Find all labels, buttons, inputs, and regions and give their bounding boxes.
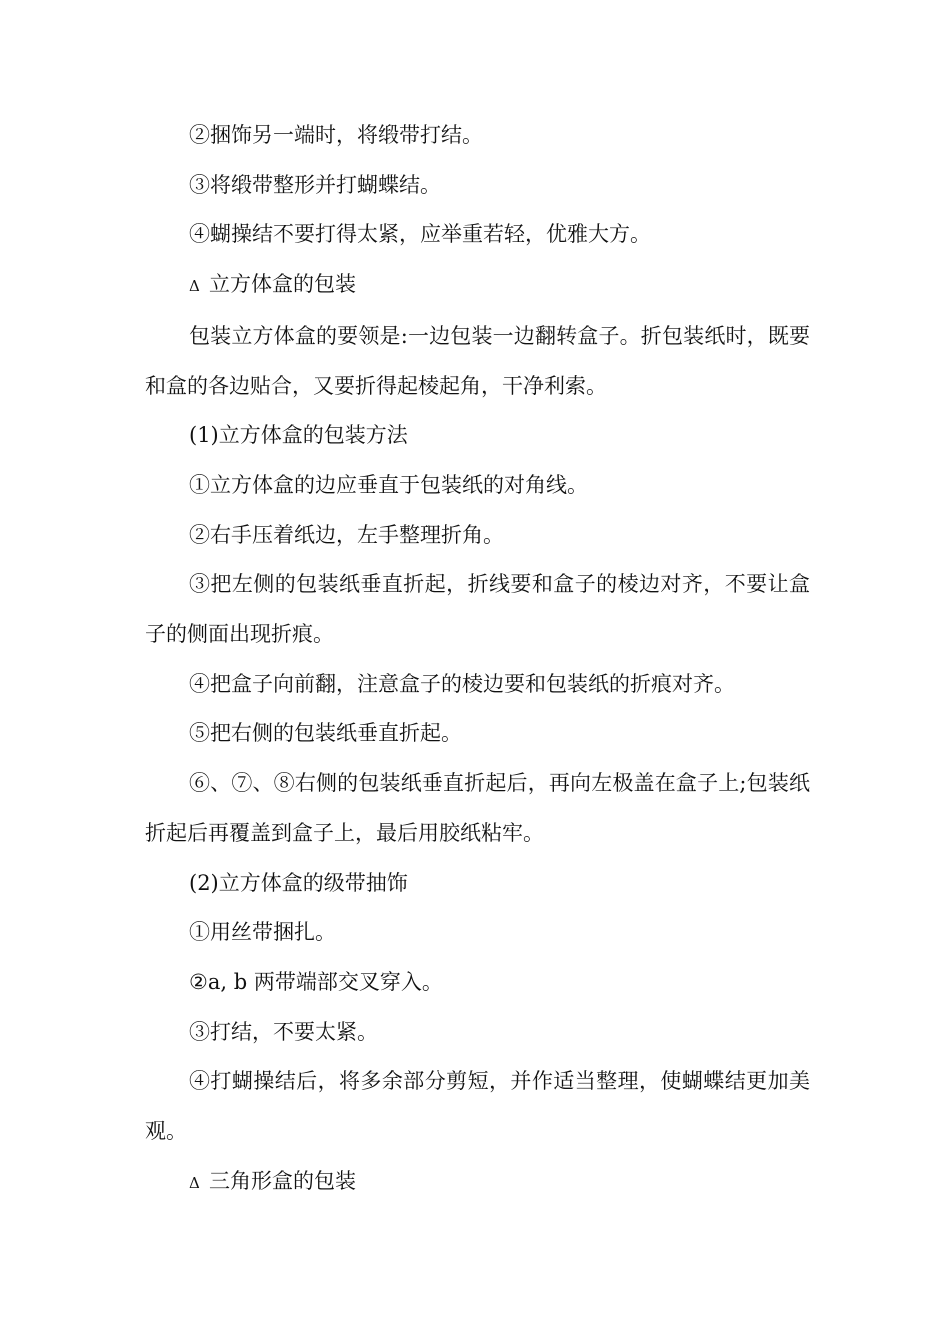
paragraph: 包装立方体盒的要领是:一边包装一边翻转盒子。折包装纸时，既要和盒的各边贴合，又要折得起棱起角，干净利索。 [145, 323, 810, 398]
paragraph: ①用丝带捆扎。 [189, 920, 336, 945]
paragraph: ⑥、⑦、⑧右侧的包装纸垂直折起后，再向左极盖在盒子上;包装纸折起后再覆盖到盒子上，最后用胶纸粘牢。 [145, 771, 810, 845]
section-heading [145, 1157, 810, 1209]
paragraph: ③打结，不要太紧。 [189, 1019, 378, 1044]
paragraph: ④蝴操结不要打得太紧，应举重若轻，优雅大方。 [189, 222, 651, 247]
paragraph: (2)立方体盒的级带抽饰 [189, 870, 408, 895]
triangle-marker: Δ [189, 277, 200, 296]
paragraph: ①立方体盒的边应垂直于包装纸的对角线。 [189, 472, 588, 497]
paragraph: ④打蝴操结后，将多余部分剪短，并作适当整理，使蝴蝶结更加美观。 [145, 1069, 810, 1144]
document-body [145, 111, 810, 1208]
paragraph: ②右手压着纸边，左手整理折角。 [189, 522, 504, 547]
paragraph: ⑤把右侧的包装纸垂直折起。 [189, 721, 462, 746]
paragraph: ②a, b 两带端部交叉穿入。 [189, 969, 443, 994]
paragraph: ③将缎带整形并打蝴蝶结。 [189, 172, 441, 197]
paragraph: ④把盒子向前翻，注意盒子的棱边要和包装纸的折痕对齐。 [189, 671, 735, 696]
paragraph: (1)立方体盒的包装方法 [189, 423, 408, 448]
paragraph: ②捆饰另一端时，将缎带打结。 [189, 123, 483, 147]
triangle-marker: Δ [189, 1173, 200, 1192]
section-heading-text: 三角形盒的包装 [209, 1168, 356, 1193]
section-heading [145, 260, 810, 312]
section-heading-text: 立方体盒的包装 [209, 272, 356, 297]
paragraph: ③把左侧的包装纸垂直折起，折线要和盒子的棱边对齐，不要让盒子的侧面出现折痕。 [145, 572, 810, 647]
